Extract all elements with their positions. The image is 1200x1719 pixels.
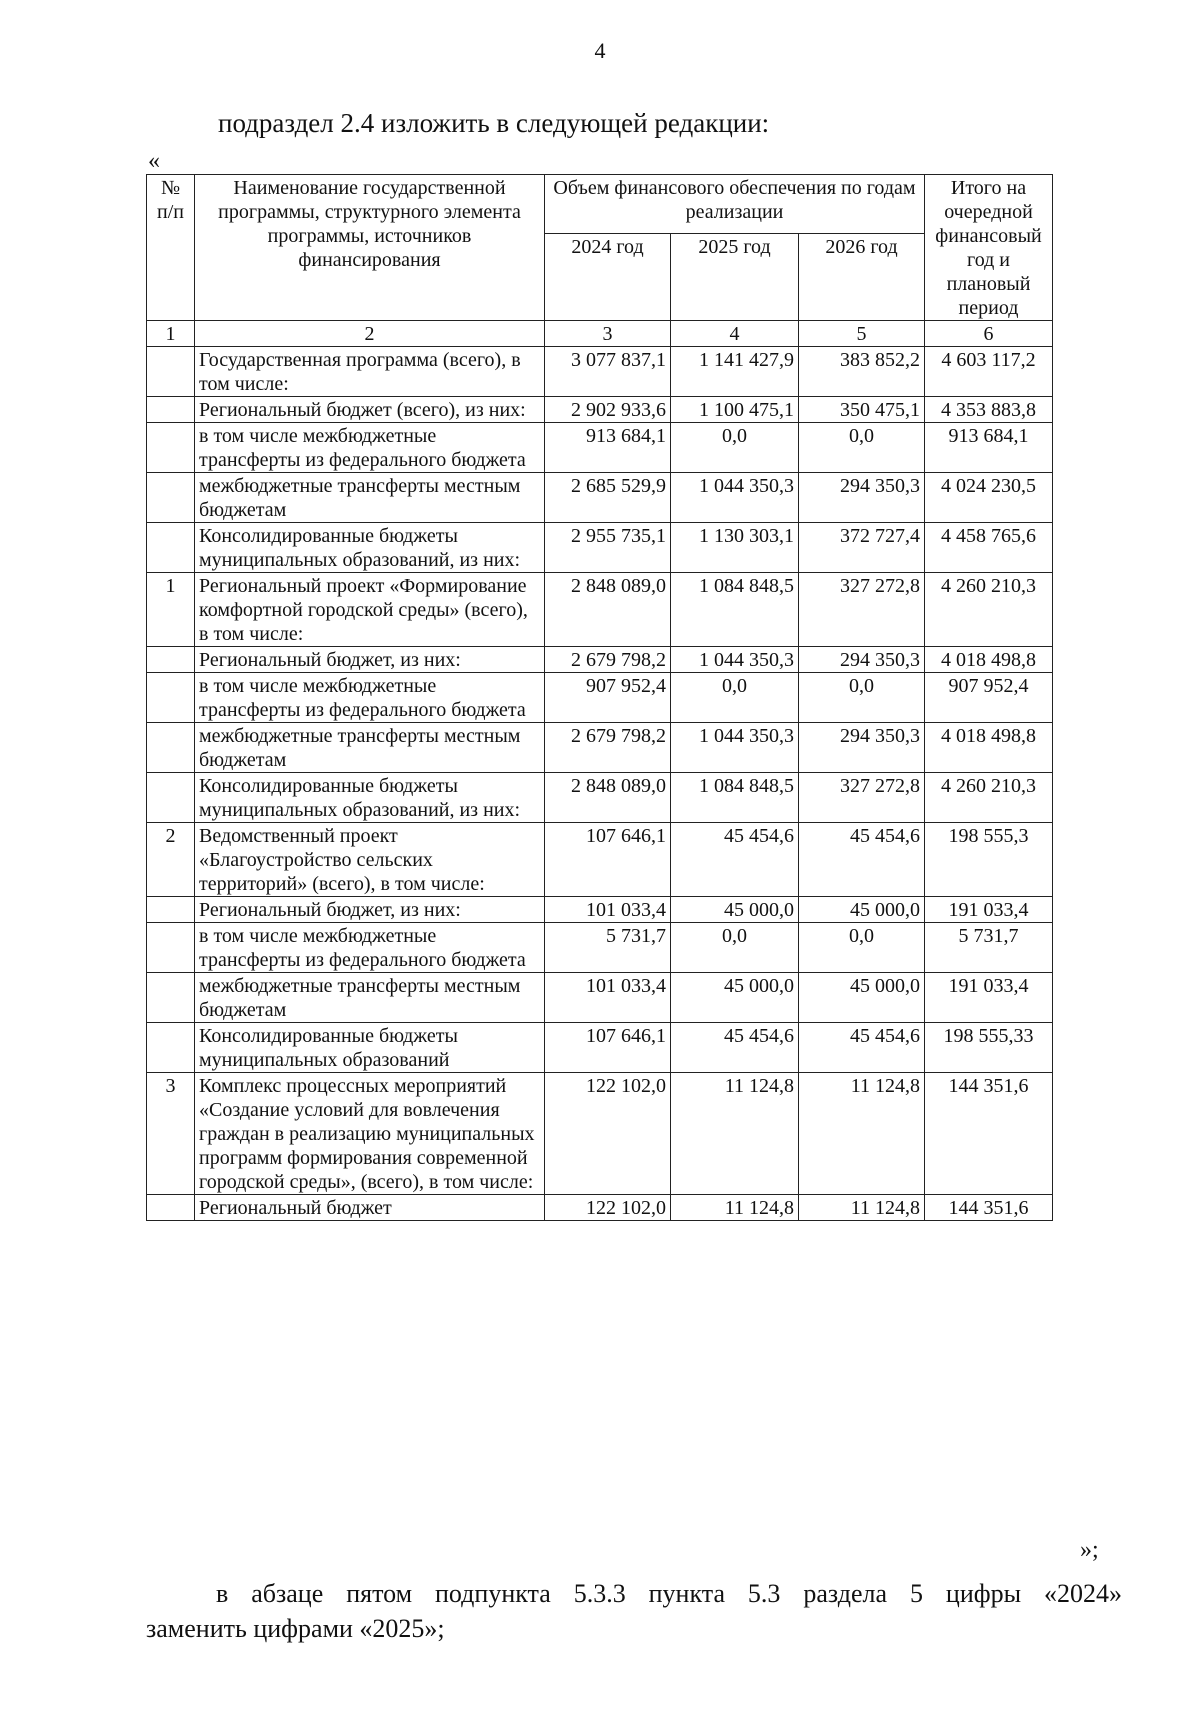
- row-value-2026: 294 350,3: [799, 647, 925, 673]
- column-number: 4: [671, 321, 799, 347]
- row-value-2025: 1 044 350,3: [671, 723, 799, 773]
- row-total: 4 260 210,3: [925, 773, 1053, 823]
- row-value-2025: 45 000,0: [671, 973, 799, 1023]
- row-value-2026: 45 000,0: [799, 897, 925, 923]
- row-index: 3: [147, 1073, 195, 1195]
- table-row: [147, 523, 1053, 573]
- row-name: межбюджетные трансферты местным бюджетам: [195, 473, 545, 523]
- row-value-2025: 1 084 848,5: [671, 573, 799, 647]
- row-total: 5 731,7: [925, 923, 1053, 973]
- table-row: [147, 923, 1053, 973]
- amendment-paragraph: [146, 1576, 1122, 1646]
- row-value-2024: 2 955 735,1: [545, 523, 671, 573]
- table-row: [147, 1023, 1053, 1073]
- row-name: Региональный бюджет, из них:: [195, 647, 545, 673]
- row-name: Консолидированные бюджеты муниципальных образований: [195, 1023, 545, 1073]
- row-value-2026: 294 350,3: [799, 723, 925, 773]
- row-total: 144 351,6: [925, 1073, 1053, 1195]
- row-value-2025: 1 044 350,3: [671, 647, 799, 673]
- row-value-2024: 3 077 837,1: [545, 347, 671, 397]
- row-index: [147, 473, 195, 523]
- header-year-2025: 2025 год: [671, 233, 799, 320]
- opening-quote: «: [148, 148, 160, 174]
- row-index: [147, 1023, 195, 1073]
- table-row: [147, 823, 1053, 897]
- header-num: № п/п: [147, 175, 195, 321]
- row-total: 4 024 230,5: [925, 473, 1053, 523]
- row-name: в том числе межбюджетные трансферты из федерального бюджета: [195, 423, 545, 473]
- closing-quote: »;: [1080, 1537, 1099, 1563]
- row-index: [147, 923, 195, 973]
- row-index: 2: [147, 823, 195, 897]
- row-index: [147, 423, 195, 473]
- row-value-2025: 0,0: [671, 423, 799, 473]
- row-name: в том числе межбюджетные трансферты из федерального бюджета: [195, 923, 545, 973]
- row-value-2024: 907 952,4: [545, 673, 671, 723]
- row-name: Региональный бюджет, из них:: [195, 897, 545, 923]
- financing-table: [146, 174, 1053, 1221]
- table-row: [147, 773, 1053, 823]
- table-row: [147, 397, 1053, 423]
- row-value-2024: 101 033,4: [545, 897, 671, 923]
- row-total: 913 684,1: [925, 423, 1053, 473]
- row-total: 4 260 210,3: [925, 573, 1053, 647]
- row-index: [147, 523, 195, 573]
- header-name: Наименование государственной программы, структурного элемента программы, источников финансирования: [195, 175, 545, 321]
- row-total: 4 018 498,8: [925, 723, 1053, 773]
- table-row: [147, 347, 1053, 397]
- row-value-2024: 107 646,1: [545, 1023, 671, 1073]
- column-number: 5: [799, 321, 925, 347]
- row-value-2026: 0,0: [799, 923, 925, 973]
- row-index: [147, 347, 195, 397]
- row-value-2026: 327 272,8: [799, 573, 925, 647]
- row-value-2025: 0,0: [671, 923, 799, 973]
- row-total: 4 353 883,8: [925, 397, 1053, 423]
- row-value-2024: 101 033,4: [545, 973, 671, 1023]
- row-total: 198 555,33: [925, 1023, 1053, 1073]
- row-value-2026: 294 350,3: [799, 473, 925, 523]
- row-value-2024: 107 646,1: [545, 823, 671, 897]
- header-row-1: [147, 175, 1053, 234]
- row-value-2024: 5 731,7: [545, 923, 671, 973]
- row-value-2026: 45 454,6: [799, 1023, 925, 1073]
- row-index: [147, 1195, 195, 1221]
- column-number: 1: [147, 321, 195, 347]
- row-value-2026: 383 852,2: [799, 347, 925, 397]
- header-year-2024: 2024 год: [545, 233, 671, 320]
- row-value-2025: 45 454,6: [671, 1023, 799, 1073]
- row-value-2025: 45 454,6: [671, 823, 799, 897]
- table-body: [147, 347, 1053, 1221]
- table-row: [147, 473, 1053, 523]
- row-value-2025: 11 124,8: [671, 1195, 799, 1221]
- table-row: [147, 573, 1053, 647]
- row-name: Государственная программа (всего), в том числе:: [195, 347, 545, 397]
- row-value-2025: 1 084 848,5: [671, 773, 799, 823]
- row-value-2024: 2 679 798,2: [545, 723, 671, 773]
- header-volume: Объем финансового обеспечения по годам реализации: [545, 175, 925, 234]
- row-value-2025: 0,0: [671, 673, 799, 723]
- row-total: 191 033,4: [925, 897, 1053, 923]
- row-value-2026: 45 000,0: [799, 973, 925, 1023]
- row-name: межбюджетные трансферты местным бюджетам: [195, 723, 545, 773]
- row-value-2026: 372 727,4: [799, 523, 925, 573]
- row-value-2026: 0,0: [799, 423, 925, 473]
- row-value-2025: 1 044 350,3: [671, 473, 799, 523]
- table-row: [147, 1195, 1053, 1221]
- row-index: 1: [147, 573, 195, 647]
- row-index: [147, 397, 195, 423]
- row-value-2024: 2 685 529,9: [545, 473, 671, 523]
- row-index: [147, 647, 195, 673]
- intro-text: подраздел 2.4 изложить в следующей редакции:: [218, 108, 770, 138]
- row-value-2026: 45 454,6: [799, 823, 925, 897]
- row-value-2024: 122 102,0: [545, 1073, 671, 1195]
- column-number-row: [147, 321, 1053, 347]
- row-value-2026: 11 124,8: [799, 1073, 925, 1195]
- row-total: 4 603 117,2: [925, 347, 1053, 397]
- row-name: Региональный бюджет: [195, 1195, 545, 1221]
- table-row: [147, 423, 1053, 473]
- header-year-2026: 2026 год: [799, 233, 925, 320]
- row-index: [147, 773, 195, 823]
- row-value-2025: 1 100 475,1: [671, 397, 799, 423]
- table-row: [147, 973, 1053, 1023]
- row-value-2024: 913 684,1: [545, 423, 671, 473]
- table-row: [147, 1073, 1053, 1195]
- row-name: межбюджетные трансферты местным бюджетам: [195, 973, 545, 1023]
- row-index: [147, 973, 195, 1023]
- row-total: 191 033,4: [925, 973, 1053, 1023]
- paragraph-line-2: заменить цифрами «2025»;: [146, 1614, 445, 1643]
- row-value-2024: 2 902 933,6: [545, 397, 671, 423]
- row-name: Региональный бюджет (всего), из них:: [195, 397, 545, 423]
- table-row: [147, 723, 1053, 773]
- column-number: 2: [195, 321, 545, 347]
- row-name: Комплекс процессных мероприятий «Создание условий для вовлечения граждан в реализацию муниципальных программ формирования современной городской среды», (всего), в том числе:: [195, 1073, 545, 1195]
- row-name: в том числе межбюджетные трансферты из федерального бюджета: [195, 673, 545, 723]
- table-row: [147, 673, 1053, 723]
- row-value-2024: 2 848 089,0: [545, 773, 671, 823]
- row-index: [147, 897, 195, 923]
- row-name: Региональный проект «Формирование комфортной городской среды» (всего), в том числе:: [195, 573, 545, 647]
- paragraph-line-1: в абзаце пятом подпункта 5.3.3 пункта 5.3 раздела 5 цифры «2024»: [216, 1579, 1122, 1608]
- row-total: 144 351,6: [925, 1195, 1053, 1221]
- row-value-2025: 1 141 427,9: [671, 347, 799, 397]
- header-total: Итого на очередной финансовый год и плановый период: [925, 175, 1053, 321]
- row-value-2025: 11 124,8: [671, 1073, 799, 1195]
- row-value-2025: 45 000,0: [671, 897, 799, 923]
- column-number: 3: [545, 321, 671, 347]
- row-value-2026: 350 475,1: [799, 397, 925, 423]
- row-name: Ведомственный проект «Благоустройство сельских территорий» (всего), в том числе:: [195, 823, 545, 897]
- page-number: 4: [594, 38, 606, 63]
- row-index: [147, 673, 195, 723]
- row-value-2026: 11 124,8: [799, 1195, 925, 1221]
- row-value-2026: 327 272,8: [799, 773, 925, 823]
- row-value-2024: 2 848 089,0: [545, 573, 671, 647]
- table-row: [147, 897, 1053, 923]
- row-name: Консолидированные бюджеты муниципальных образований, из них:: [195, 773, 545, 823]
- row-total: 907 952,4: [925, 673, 1053, 723]
- column-number: 6: [925, 321, 1053, 347]
- row-value-2024: 2 679 798,2: [545, 647, 671, 673]
- row-total: 4 018 498,8: [925, 647, 1053, 673]
- row-value-2024: 122 102,0: [545, 1195, 671, 1221]
- row-name: Консолидированные бюджеты муниципальных образований, из них:: [195, 523, 545, 573]
- table-row: [147, 647, 1053, 673]
- row-total: 4 458 765,6: [925, 523, 1053, 573]
- row-value-2026: 0,0: [799, 673, 925, 723]
- row-total: 198 555,3: [925, 823, 1053, 897]
- row-value-2025: 1 130 303,1: [671, 523, 799, 573]
- row-index: [147, 723, 195, 773]
